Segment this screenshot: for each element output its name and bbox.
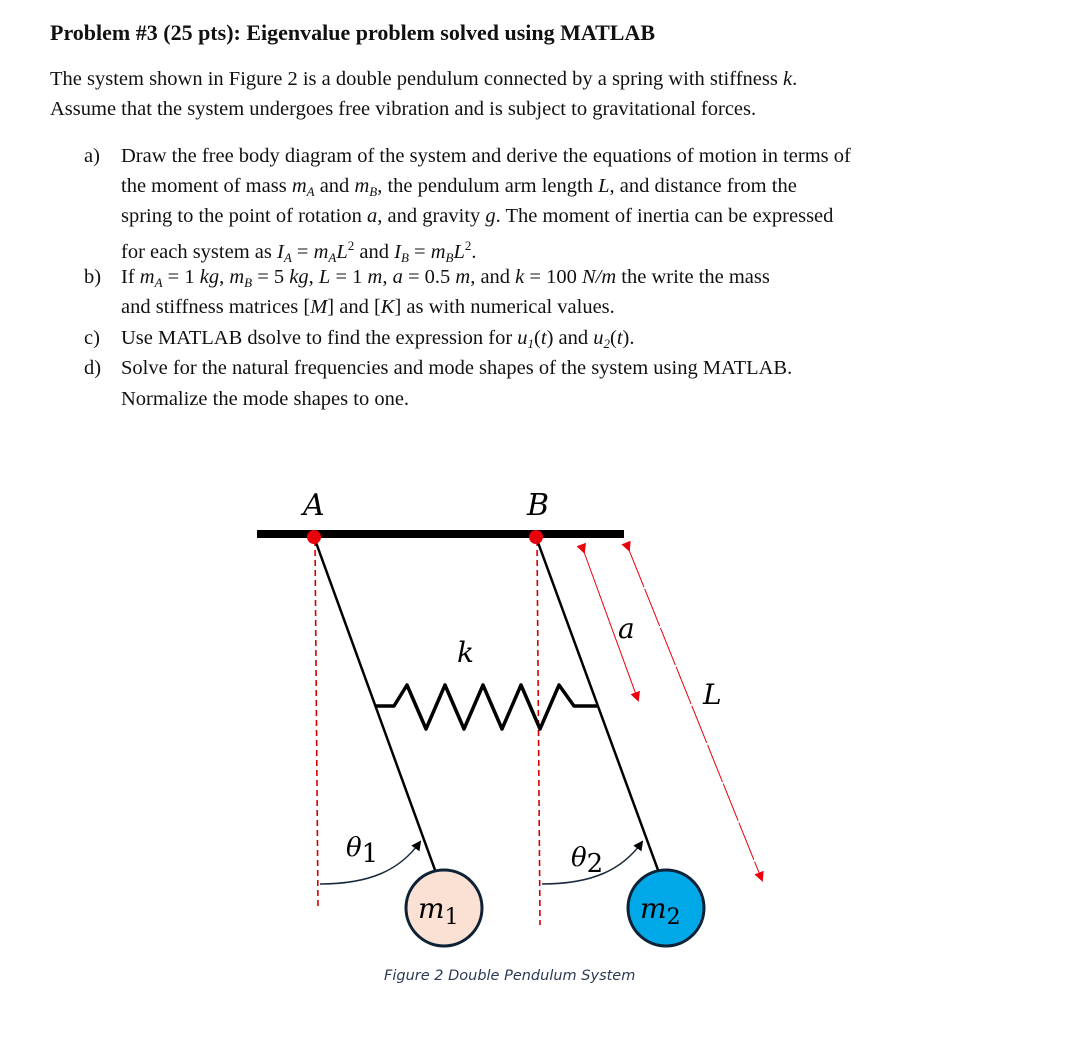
math-subscript: B	[445, 250, 454, 265]
figure-caption: Figure 2 Double Pendulum System	[384, 968, 636, 984]
math-symbol: g	[485, 205, 496, 227]
text-run: ,	[219, 266, 230, 288]
dimension-arrow-l	[629, 550, 762, 880]
math-subscript: B	[244, 275, 253, 290]
text-run: spring to the point of rotation	[121, 205, 367, 227]
math-symbol: N/m	[581, 266, 617, 288]
math-symbol: u	[593, 327, 604, 349]
label-mass-2: $m_2$	[640, 892, 681, 930]
text-run: Normalize the mode shapes to one.	[121, 388, 410, 410]
text-run: = 5	[252, 266, 290, 288]
math-symbol: K	[380, 296, 395, 318]
label-theta-2: θ2	[571, 843, 604, 879]
math-symbol: k	[515, 266, 525, 288]
pivot-b	[529, 530, 543, 544]
text-run: and	[354, 241, 395, 263]
item-label: d)	[84, 357, 102, 379]
math-symbol: I	[394, 241, 401, 263]
text-run: for each system as	[121, 241, 277, 263]
math-symbol: L	[598, 175, 610, 197]
text-run: and	[314, 175, 355, 197]
math-subscript: A	[328, 250, 337, 265]
label-theta-1: θ1	[346, 833, 379, 869]
text-run: ,	[382, 266, 393, 288]
label-b: B	[527, 488, 550, 523]
math-symbol: I	[276, 241, 284, 263]
math-symbol: kg	[199, 266, 220, 288]
text-run: .	[792, 68, 798, 90]
item-label: a)	[84, 145, 100, 167]
label-l-length: L	[703, 678, 722, 711]
text-run: Assume that the system undergoes free vibration and is subject to gravitational forces.	[50, 98, 757, 120]
text-run: Use MATLAB dsolve to find the expression for	[121, 327, 518, 349]
text-run: ] and [	[327, 296, 381, 318]
math-subscript: A	[154, 275, 163, 290]
math-symbol: m	[229, 266, 245, 288]
math-subscript: 1	[527, 336, 535, 351]
math-subscript: 2	[603, 336, 610, 351]
text-run: The system shown in Figure 2 is a double pendulum connected by a spring with stiffness	[50, 68, 783, 90]
math-subscript: A	[283, 250, 292, 265]
math-superscript: 2	[464, 238, 472, 253]
text-run: . The moment of inertia can be expressed	[495, 205, 834, 227]
math-symbol: m	[354, 175, 370, 197]
math-symbol: kg	[289, 266, 309, 288]
math-symbol: u	[517, 327, 528, 349]
math-symbol: m	[430, 241, 446, 263]
math-subscript: B	[369, 184, 378, 199]
text-run: =	[291, 241, 314, 263]
item-label: c)	[84, 327, 100, 349]
math-symbol: L	[453, 241, 465, 263]
text-run: ] as with numerical values.	[394, 296, 615, 318]
math-symbol: m	[313, 241, 329, 263]
text-run: = 0.5	[402, 266, 456, 288]
math-symbol: a	[392, 266, 403, 288]
label-k: k	[457, 636, 474, 669]
text-run: the moment of mass	[121, 175, 292, 197]
text-run: and stiffness matrices [	[121, 296, 311, 318]
math-symbol: k	[782, 68, 793, 90]
text-run: Solve for the natural frequencies and mode shapes of the system using MATLAB.	[121, 357, 793, 379]
text-run: If	[121, 266, 140, 288]
math-subscript: A	[306, 184, 315, 199]
math-symbol: L	[318, 266, 331, 288]
text-run: ) and	[546, 327, 594, 349]
math-subscript: B	[400, 250, 409, 265]
text-run: .	[471, 241, 477, 263]
text-run: (	[610, 327, 617, 349]
text-run: , and distance from the	[609, 175, 797, 197]
text-run: = 100	[524, 266, 582, 288]
math-symbol: a	[366, 205, 378, 227]
text-run: , and	[470, 266, 516, 288]
pivot-a	[307, 530, 321, 544]
text-run: ).	[622, 327, 635, 349]
math-symbol: m	[291, 175, 307, 197]
math-symbol: m	[139, 266, 155, 288]
text-run: ,	[308, 266, 319, 288]
label-a-distance: a	[618, 612, 635, 645]
math-superscript: 2	[347, 238, 355, 253]
text-run: Draw the free body diagram of the system and derive the equations of motion in terms of	[121, 145, 851, 167]
item-label: b)	[84, 266, 102, 288]
math-symbol: m	[367, 266, 383, 288]
text-run: = 1	[162, 266, 200, 288]
vertical-guide-a	[315, 540, 318, 908]
label-mass-1: $m_1$	[418, 892, 459, 930]
problem-title: Problem #3 (25 pts): Eigenvalue problem solved using MATLAB	[50, 20, 656, 45]
text-run: , and gravity	[377, 205, 486, 227]
math-symbol: L	[336, 241, 348, 263]
math-symbol: t	[616, 327, 623, 349]
math-symbol: t	[540, 327, 547, 349]
vertical-guide-b	[537, 540, 540, 925]
spring	[375, 685, 597, 729]
math-symbol: M	[310, 296, 328, 318]
text-run: , the pendulum arm length	[377, 175, 599, 197]
label-a: A	[303, 488, 325, 523]
math-symbol: m	[455, 266, 471, 288]
text-run: = 1	[330, 266, 368, 288]
text-run: =	[408, 241, 431, 263]
text-run: (	[534, 327, 541, 349]
text-run: the write the mass	[616, 266, 770, 288]
